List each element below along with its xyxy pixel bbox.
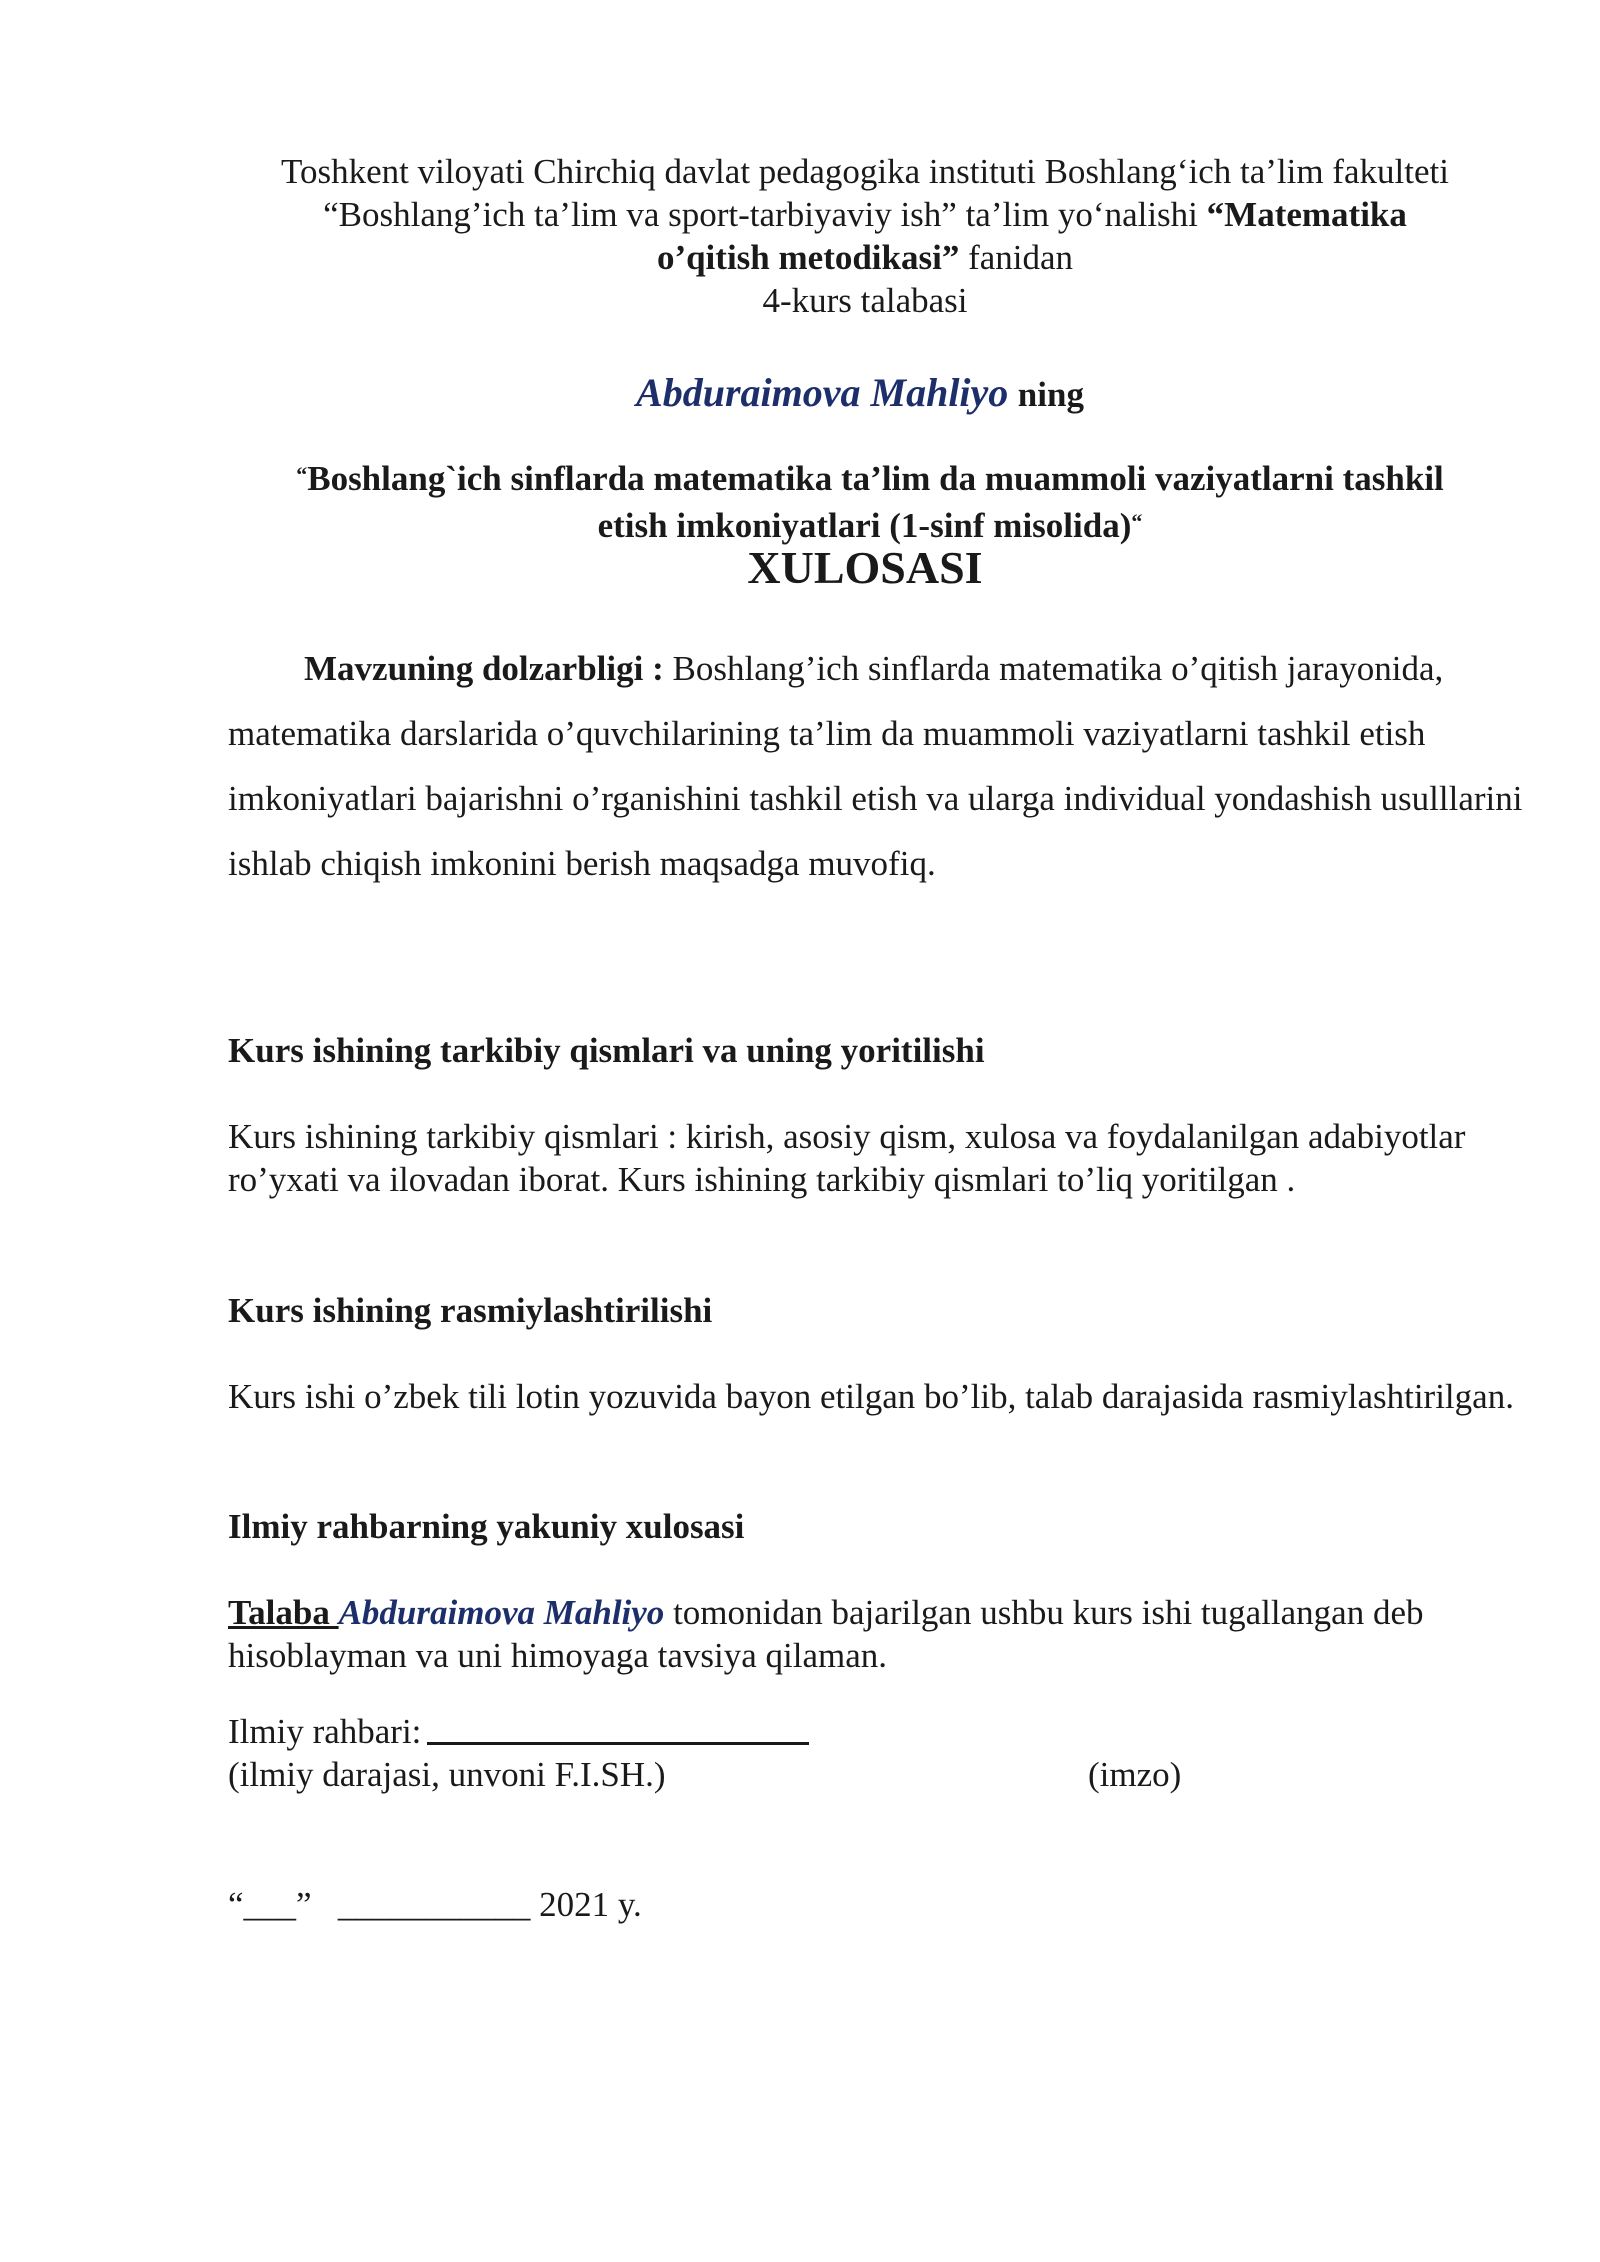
signature-row [228,1710,1528,1753]
section-body-formatting: Kurs ishi o’zbek tili lotin yozuvida bayon etilgan bo’lib, talab darajasida rasmiylashtirilgan. [228,1377,1514,1416]
section-title-conclusion: Ilmiy rahbarning yakuniy xulosasi [228,1507,745,1546]
topic-line2: etish imkoniyatlari (1-sinf misolida) [597,506,1132,545]
conclusion-student-name: Abduraimova Mahliyo [338,1593,665,1632]
conclusion-text: tomonidan bajarilgan ushbu kurs ishi tugallangan deb hisoblayman va uni himoyaga tavsiya qilaman. [228,1593,1424,1675]
header-course: 4-kurs talabasi [762,281,968,320]
header-institution: Toshkent viloyati Chirchiq davlat pedagogika instituti Boshlang‘ich ta’lim fakulteti [281,152,1449,191]
document-header [200,150,1530,322]
topic-title [220,453,1520,547]
header-direction-text: “Boshlang’ich ta’lim va sport-tarbiyaviy ish” ta’lim yo‘nalishi [323,195,1207,234]
signature-caption-row [228,1753,1528,1796]
relevance-label: Mavzuning dolzarbligi : [304,649,664,688]
student-line [0,368,1600,420]
topic-open-quote: “ [296,462,308,487]
header-direction [200,193,1530,236]
signature-line [427,1712,809,1745]
conclusion-paragraph [228,1591,1528,1677]
student-suffix: ning [1017,375,1084,414]
imzo-caption: (imzo) [1088,1755,1182,1794]
header-subject-part1: “Matematika [1206,195,1407,234]
student-name: Abduraimova Mahliyo [636,370,1009,415]
topic-close-quote: “ [1131,509,1143,534]
degree-caption: (ilmiy darajasi, unvoni F.I.SH.) [228,1755,666,1794]
topic-line1: Boshlang`ich sinflarda matematika ta’lim da muammoli vaziyatlarni tashkil [307,459,1444,498]
relevance-paragraph [228,636,1528,896]
signature-block [228,1710,1528,1796]
document-title: XULOSASI [747,542,983,593]
header-subject-suffix: fanidan [959,238,1074,277]
conclusion-label: Talaba [228,1593,339,1632]
header-subject-part2: o’qitish metodikasi” [656,238,960,277]
section-body-structure: Kurs ishining tarkibiy qismlari : kirish, asosiy qism, xulosa va foydalanilgan adabiyotlar ro’yxati va ilovadan iborat. Kurs ishining tarkibiy qismlari to’liq yoritilgan . [228,1117,1466,1199]
supervisor-label: Ilmiy rahbari: [228,1712,422,1751]
date-line: “___” ___________ 2021 y. [228,1885,642,1924]
section-title-structure: Kurs ishining tarkibiy qismlari va uning yoritilishi [228,1031,985,1070]
section-title-formatting: Kurs ishining rasmiylashtirilishi [228,1291,713,1330]
header-subject [200,236,1530,279]
relevance-text: Boshlang’ich sinflarda matematika o’qitish jarayonida, matematika darslarida o’quvchilarining ta’lim da muammoli vaziyatlarni tashkil etish imkoniyatlari bajarishni o’rganishini tashkil etish va ularga individual yondashish usulllarini ishlab chiqish imkonini berish maqsadga muvofiq. [228,649,1523,883]
